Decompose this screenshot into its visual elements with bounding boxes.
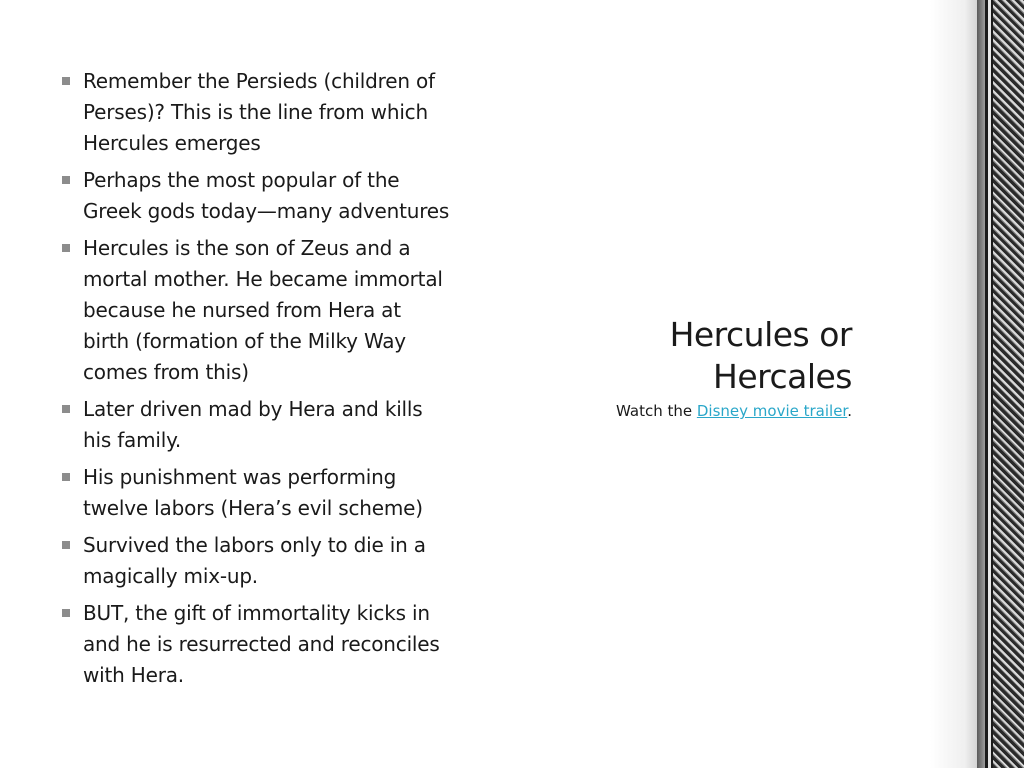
bullet-text: Remember the Persieds (children of Perses)? This is the line from which Hercules emerges xyxy=(83,69,435,155)
disney-trailer-link[interactable]: Disney movie trailer xyxy=(696,402,848,420)
square-bullet-icon xyxy=(62,609,70,617)
square-bullet-icon xyxy=(62,244,70,252)
edge-stripe xyxy=(977,0,985,768)
decorative-edge-bar xyxy=(977,0,1024,768)
list-item xyxy=(60,394,452,456)
square-bullet-icon xyxy=(62,77,70,85)
title-block xyxy=(560,314,852,421)
slide-subtitle xyxy=(560,401,852,421)
bullet-text: Perhaps the most popular of the Greek gods today—many adventures xyxy=(83,168,450,223)
list-item xyxy=(60,233,452,388)
list-item xyxy=(60,66,452,159)
list-item xyxy=(60,598,452,691)
square-bullet-icon xyxy=(62,405,70,413)
subtitle-prefix: Watch the xyxy=(616,402,697,420)
list-item xyxy=(60,530,452,592)
bullet-list xyxy=(60,66,452,697)
edge-stripe xyxy=(993,0,1024,768)
subtitle-suffix: . xyxy=(847,402,852,420)
edge-stripe xyxy=(988,0,991,768)
list-item xyxy=(60,165,452,227)
title-line-1: Hercules or xyxy=(669,315,852,354)
slide-title xyxy=(560,314,852,398)
bullet-text: Later driven mad by Hera and kills his family. xyxy=(83,397,423,452)
list-item xyxy=(60,462,452,524)
bullet-text: Survived the labors only to die in a magically mix-up. xyxy=(83,533,426,588)
square-bullet-icon xyxy=(62,541,70,549)
square-bullet-icon xyxy=(62,176,70,184)
bullet-text: BUT, the gift of immortality kicks in and he is resurrected and reconciles with Hera. xyxy=(83,601,440,687)
bullet-text: His punishment was performing twelve labors (Hera’s evil scheme) xyxy=(83,465,423,520)
square-bullet-icon xyxy=(62,473,70,481)
bullet-text: Hercules is the son of Zeus and a mortal mother. He became immortal because he nursed from Hera at birth (formation of the Milky Way comes from this) xyxy=(83,236,443,384)
title-line-2: Hercales xyxy=(713,357,852,396)
